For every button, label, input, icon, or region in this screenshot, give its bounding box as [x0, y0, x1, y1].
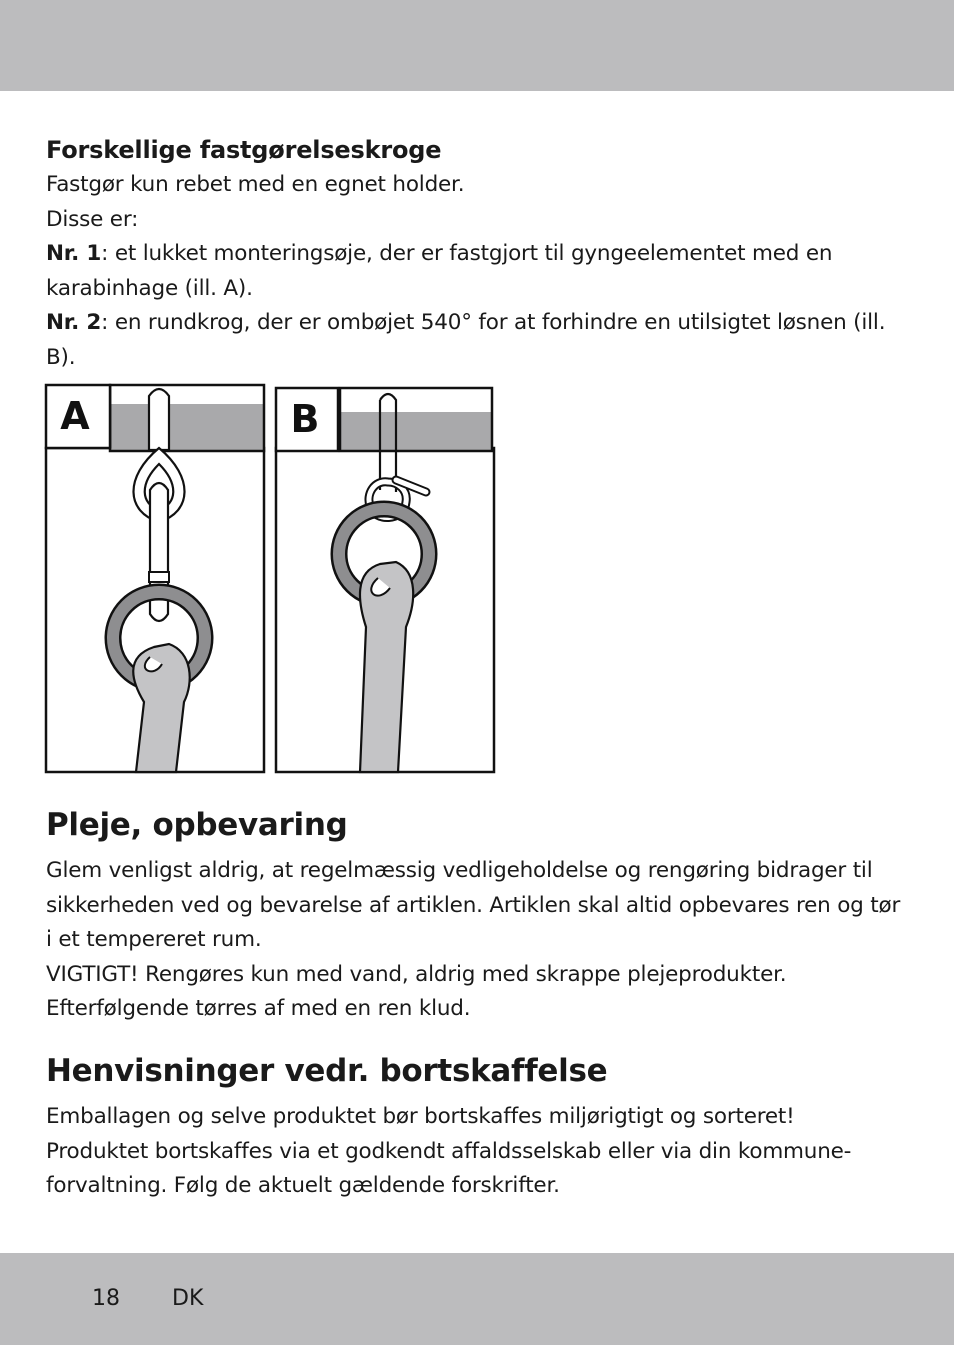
figure-a-label: A	[60, 394, 90, 438]
hooks-heading: Forskellige fastgørelseskroge	[46, 136, 442, 164]
hook-nr2-text: : en rundkrog, der er ombøjet 540° for at forhindre en utilsigtet løsnen (ill. B).	[46, 310, 886, 370]
page-number: 18	[92, 1286, 120, 1311]
disposal-paragraph-1: Emballagen og selve produktet bør bortskaffes miljørigtigt og sorteret!	[46, 1104, 795, 1129]
care-paragraph-1: Glem venligst aldrig, at regelmæssig vedligeholdelse og rengøring bidrager til sikkerheden ved og bevarelse af artiklen. Artiklen skal altid opbevares ren og tør i et tempereret rum.	[46, 858, 901, 953]
hook-nr1	[46, 237, 906, 306]
hook-illustrations	[44, 382, 498, 776]
top-band	[0, 0, 954, 91]
hook-nr1-text: : et lukket monteringsøje, der er fastgjort til gyngeelementet med en karabinhage (ill. A).	[46, 241, 833, 301]
figure-b	[276, 388, 494, 772]
language-code: DK	[172, 1286, 204, 1311]
figure-b-label: B	[290, 397, 320, 441]
hook-nr2-label: Nr. 2	[46, 310, 102, 336]
disposal-title: Henvisninger vedr. bortskaffelse	[46, 1053, 608, 1089]
care-section	[46, 802, 906, 1027]
care-title: Pleje, opbevaring	[46, 807, 348, 843]
hooks-section	[46, 132, 906, 376]
hooks-intro: Fastgør kun rebet med en egnet holder.	[46, 172, 465, 197]
disposal-paragraph-2: Produktet bortskaffes via et godkendt affaldsselskab eller via din kommune-forvaltning. Følg de aktuelt gældende forskrifter.	[46, 1138, 852, 1199]
care-paragraph-2: VIGTIGT! Rengøres kun med vand, aldrig med skrappe plejeprodukter. Efterfølgende tørres af med en ren klud.	[46, 961, 787, 1022]
page-footer	[92, 1282, 203, 1316]
hook-nr2	[46, 306, 906, 375]
disposal-section	[46, 1048, 906, 1204]
hook-nr1-label: Nr. 1	[46, 241, 102, 267]
figure-a	[46, 385, 264, 772]
hooks-list-intro: Disse er:	[46, 206, 139, 232]
